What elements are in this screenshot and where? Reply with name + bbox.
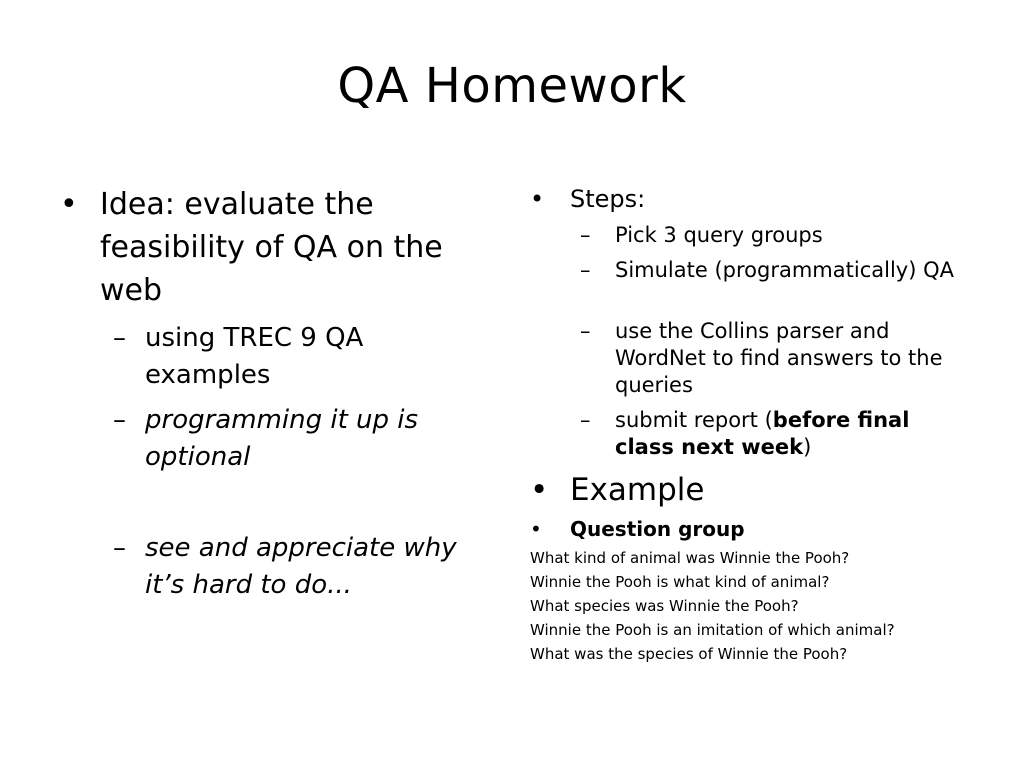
sub-item-text: using TREC 9 QA examples (145, 323, 364, 390)
idea-bullet (60, 183, 490, 312)
step-text: Pick 3 query groups (615, 223, 823, 247)
question-item: What kind of animal was Winnie the Pooh? (530, 549, 850, 567)
bullet-glyph: • (530, 472, 549, 508)
question-item: What was the species of Winnie the Pooh? (530, 645, 848, 663)
steps-label: Steps: (570, 185, 646, 213)
dash-glyph: – (113, 533, 126, 563)
step-item-report (580, 407, 960, 461)
question-group-bullet (530, 516, 1000, 542)
question-item: Winnie the Pooh is what kind of animal? (530, 573, 830, 591)
report-suffix: ) (803, 435, 812, 459)
question-list (530, 546, 1000, 666)
sub-item-trec (113, 320, 493, 394)
report-prefix: submit report ( (615, 408, 773, 432)
bullet-glyph: • (60, 187, 78, 222)
question-item: Winnie the Pooh is an imitation of which animal? (530, 621, 895, 639)
step-item-simulate (580, 257, 960, 284)
question-item: What species was Winnie the Pooh? (530, 597, 799, 615)
step-text (580, 407, 960, 461)
dash-glyph: – (113, 323, 126, 353)
step-item-pick (580, 222, 960, 249)
idea-text: Idea: evaluate the feasibility of QA on the web (100, 187, 443, 308)
report-deadline: before final class next week (615, 408, 910, 459)
dash-glyph: – (113, 405, 126, 435)
sub-item-text: programming it up is optional (145, 405, 419, 472)
step-text: use the Collins parser and WordNet to find answers to the queries (615, 319, 943, 397)
sub-item-programming (113, 402, 493, 476)
example-bullet (530, 470, 1000, 510)
bullet-glyph: • (530, 517, 542, 541)
slide-title: QA Homework (337, 58, 687, 114)
dash-glyph: – (580, 408, 591, 432)
bullet-glyph: • (530, 185, 545, 213)
question-group-label: Question group (570, 517, 745, 541)
dash-glyph: – (580, 258, 591, 282)
step-text: Simulate (programmatically) QA (615, 258, 954, 282)
example-label: Example (570, 472, 705, 508)
steps-bullet (530, 183, 1000, 215)
sub-item-text: see and appreciate why it’s hard to do... (145, 533, 457, 600)
dash-glyph: – (580, 319, 591, 343)
step-item-collins (580, 318, 960, 399)
sub-item-appreciate (113, 530, 493, 604)
dash-glyph: – (580, 223, 591, 247)
